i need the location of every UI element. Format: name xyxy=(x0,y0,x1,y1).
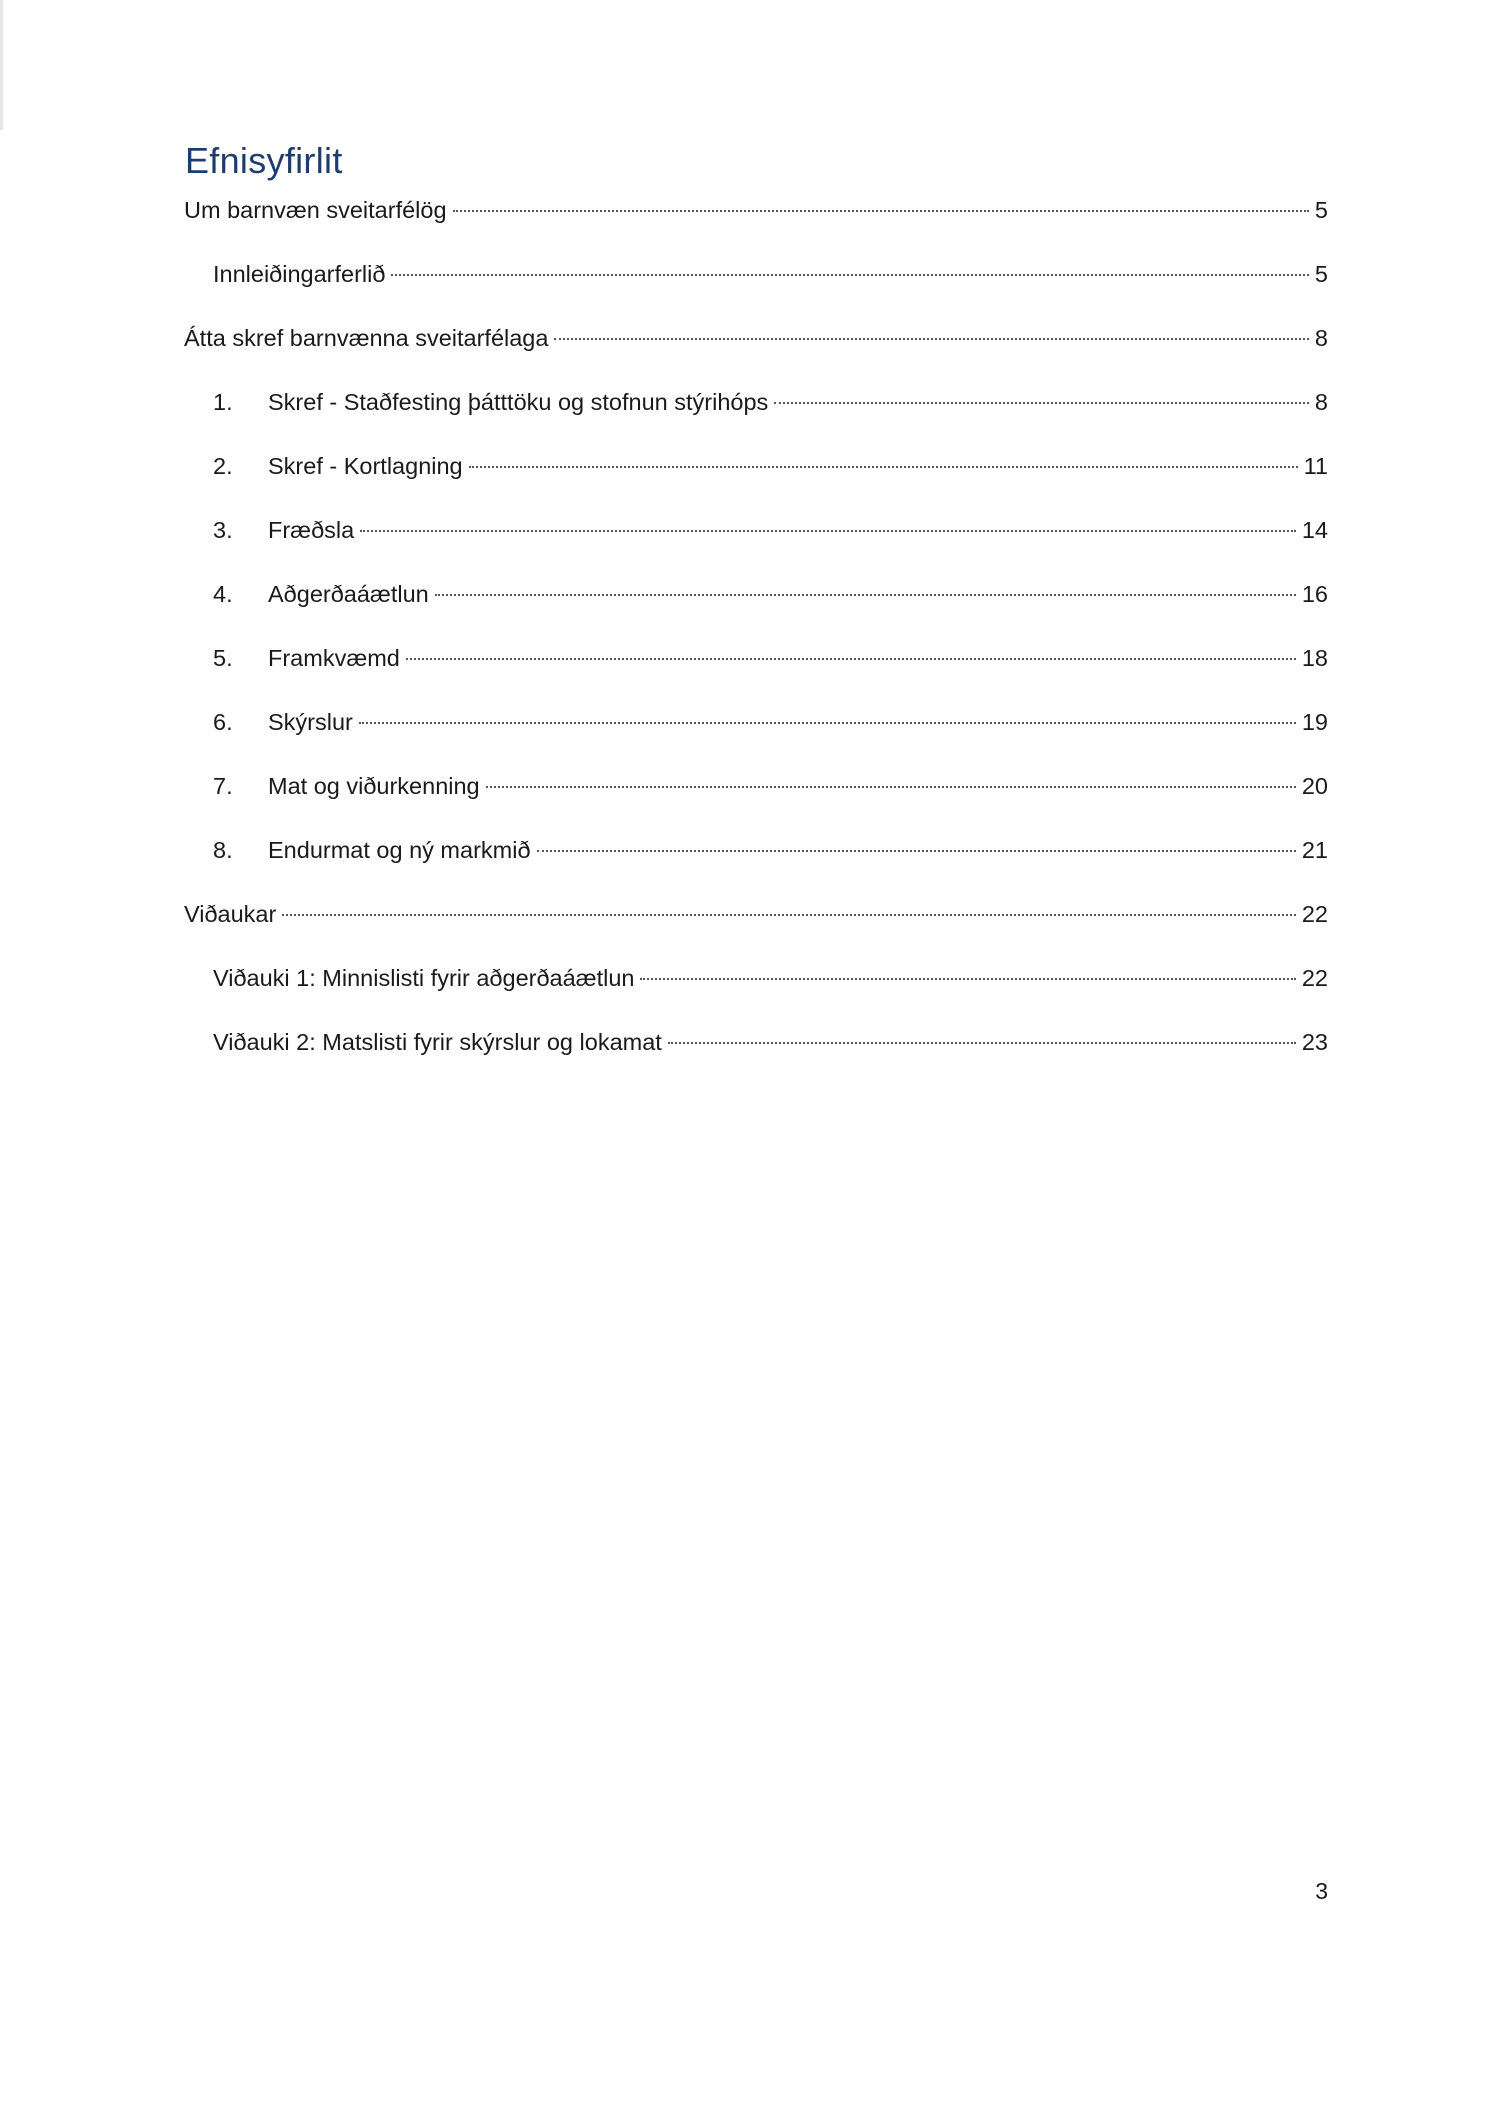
toc-entry-label: Endurmat og ný markmið xyxy=(268,837,531,863)
dot-leader xyxy=(774,402,1309,404)
dot-leader xyxy=(486,786,1296,788)
toc-entry-number: 3. xyxy=(213,517,233,543)
toc-entry-vidauki-2[interactable] xyxy=(213,1025,1328,1059)
toc-entry-page: 20 xyxy=(1301,773,1328,799)
toc-entry-vidauki-1[interactable] xyxy=(213,961,1328,995)
toc-entry-page: 22 xyxy=(1301,901,1328,927)
page-number: 3 xyxy=(1315,1878,1328,1904)
toc-entry-innleidingarferlid[interactable] xyxy=(213,257,1328,291)
toc-entry-step-7[interactable] xyxy=(213,769,1328,803)
toc-entry-number: 6. xyxy=(213,709,233,735)
toc-entry-page: 5 xyxy=(1314,197,1328,223)
toc-title: Efnisyfirlit xyxy=(185,140,343,181)
toc-entry-page: 19 xyxy=(1301,709,1328,735)
toc-entry-step-3[interactable] xyxy=(213,513,1328,547)
toc-entry-number: 8. xyxy=(213,837,233,863)
toc-entry-number: 1. xyxy=(213,389,233,415)
toc-entry-page: 5 xyxy=(1314,261,1328,287)
toc-entry-label: Fræðsla xyxy=(268,517,355,543)
toc-entry-label: Mat og viðurkenning xyxy=(268,773,480,799)
toc-entry-label: Skref - Kortlagning xyxy=(268,453,463,479)
toc-entry-label: Um barnvæn sveitarfélög xyxy=(184,197,447,223)
toc-entry-page: 16 xyxy=(1301,581,1328,607)
toc-entry-label: Aðgerðaáætlun xyxy=(268,581,429,607)
toc-entry-number: 2. xyxy=(213,453,233,479)
toc-entry-step-6[interactable] xyxy=(213,705,1328,739)
toc-entry-step-1[interactable] xyxy=(213,385,1328,419)
toc-entry-number: 5. xyxy=(213,645,233,671)
toc-entry-page: 21 xyxy=(1301,837,1328,863)
toc-entry-label: Skref - Staðfesting þátttöku og stofnun stýrihóps xyxy=(268,389,769,415)
toc-entry-page: 8 xyxy=(1314,389,1328,415)
dot-leader xyxy=(359,722,1296,724)
toc-entry-page: 23 xyxy=(1301,1029,1328,1055)
toc-entry-label: Viðaukar xyxy=(184,901,277,927)
toc-entry-page: 11 xyxy=(1303,453,1328,479)
toc-entry-number: 4. xyxy=(213,581,233,607)
toc-entry-page: 18 xyxy=(1301,645,1328,671)
toc-entry-step-4[interactable] xyxy=(213,577,1328,611)
toc-entry-label: Viðauki 1: Minnislisti fyrir aðgerðaáætlun xyxy=(213,965,635,991)
dot-leader xyxy=(360,530,1296,532)
toc-entry-label: Framkvæmd xyxy=(268,645,400,671)
toc-entry-label: Innleiðingarferlið xyxy=(213,261,386,287)
toc-entry-page: 8 xyxy=(1314,325,1328,351)
toc-entry-vidaukar[interactable] xyxy=(184,897,1328,931)
toc-entry-label: Viðauki 2: Matslisti fyrir skýrslur og lokamat xyxy=(213,1029,662,1055)
dot-leader xyxy=(453,210,1309,212)
dot-leader xyxy=(282,914,1296,916)
toc-entry-page: 22 xyxy=(1301,965,1328,991)
dot-leader xyxy=(469,466,1298,468)
toc-entry-step-8[interactable] xyxy=(213,833,1328,867)
toc-entry-page: 14 xyxy=(1301,517,1328,543)
toc-entry-label: Skýrslur xyxy=(268,709,353,735)
dot-leader xyxy=(391,274,1308,276)
dot-leader xyxy=(640,978,1295,980)
dot-leader xyxy=(554,338,1308,340)
dot-leader xyxy=(668,1042,1296,1044)
dot-leader xyxy=(435,594,1296,596)
toc-entry-atta-skref[interactable] xyxy=(184,321,1328,355)
dot-leader xyxy=(537,850,1296,852)
toc-entry-number: 7. xyxy=(213,773,233,799)
toc-entry-label: Átta skref barnvænna sveitarfélaga xyxy=(184,325,549,351)
toc-entry-step-5[interactable] xyxy=(213,641,1328,675)
toc-entry-um-barnvaen[interactable] xyxy=(184,193,1328,227)
dot-leader xyxy=(406,658,1296,660)
toc-entry-step-2[interactable] xyxy=(213,449,1328,483)
